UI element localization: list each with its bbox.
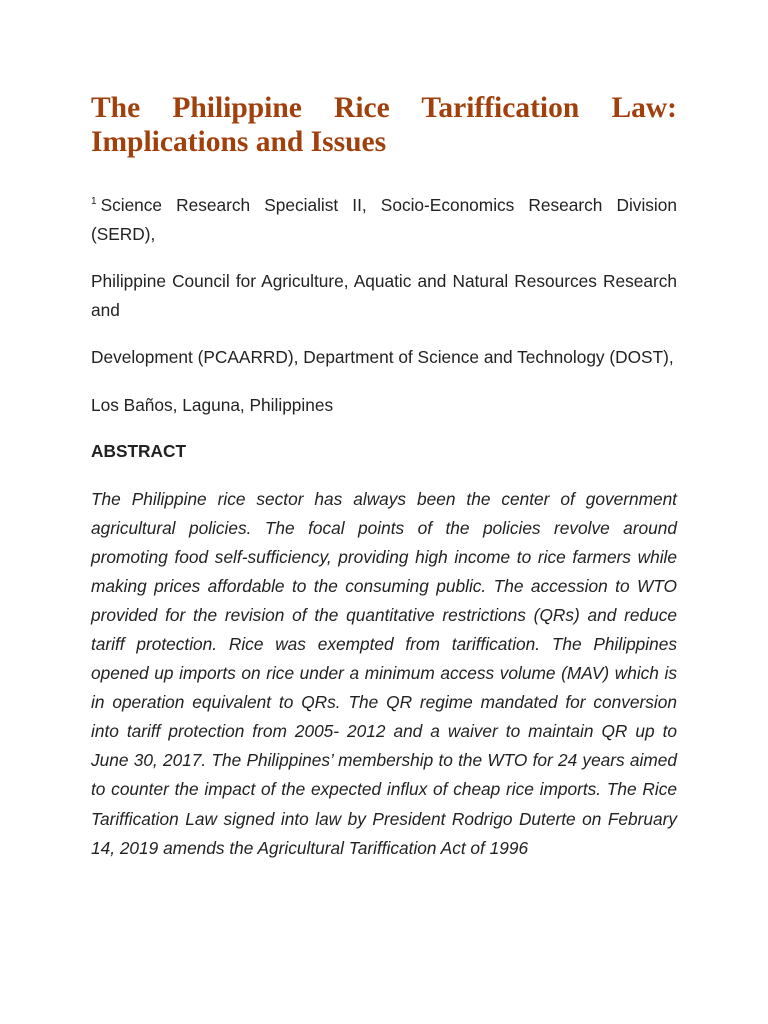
affiliation-line-4: Los Baños, Laguna, Philippines bbox=[91, 394, 334, 415]
abstract-heading: ABSTRACT bbox=[91, 441, 187, 461]
document-title bbox=[91, 91, 677, 159]
affiliation-text-1: Science Research Specialist II, Socio-Economics Research Division (SERD), bbox=[91, 195, 677, 244]
abstract-text: The Philippine rice sector has always been the center of government agricultural policies. The focal points of the policies revolve around promoting food self-sufficiency, providing high income to rice farmers while making prices affordable to the consuming public. The accession to WTO provided for the revision of the quantitative restrictions (QRs) and reduce tariff protection. Rice was exempted from tariffication. The Philippines opened up imports on rice under a minimum access volume (MAV) which is in operation equivalent to QRs. The QR regime mandated for conversion into tariff protection from 2005- 2012 and a waiver to maintain QR up to June 30, 2017. The Philippines’ membership to the WTO for 24 years aimed to counter the impact of the expected influx of cheap rice imports. The Rice Tariffication Law signed into law by President Rodrigo Duterte on February 14, 2019 amends the Agricultural Tariffication Act of 1996 bbox=[91, 488, 677, 858]
affiliation-line-1 bbox=[91, 191, 677, 248]
affiliation-line-2: Philippine Council for Agriculture, Aquatic and Natural Resources Research and bbox=[91, 271, 677, 320]
footnote-mark: 1 bbox=[91, 196, 97, 208]
title-line-1: The Philippine Rice Tariffication Law: bbox=[91, 92, 677, 124]
title-line-2: Implications and Issues bbox=[91, 126, 387, 158]
affiliation-line-3: Development (PCAARRD), Department of Science and Technology (DOST), bbox=[91, 347, 674, 367]
